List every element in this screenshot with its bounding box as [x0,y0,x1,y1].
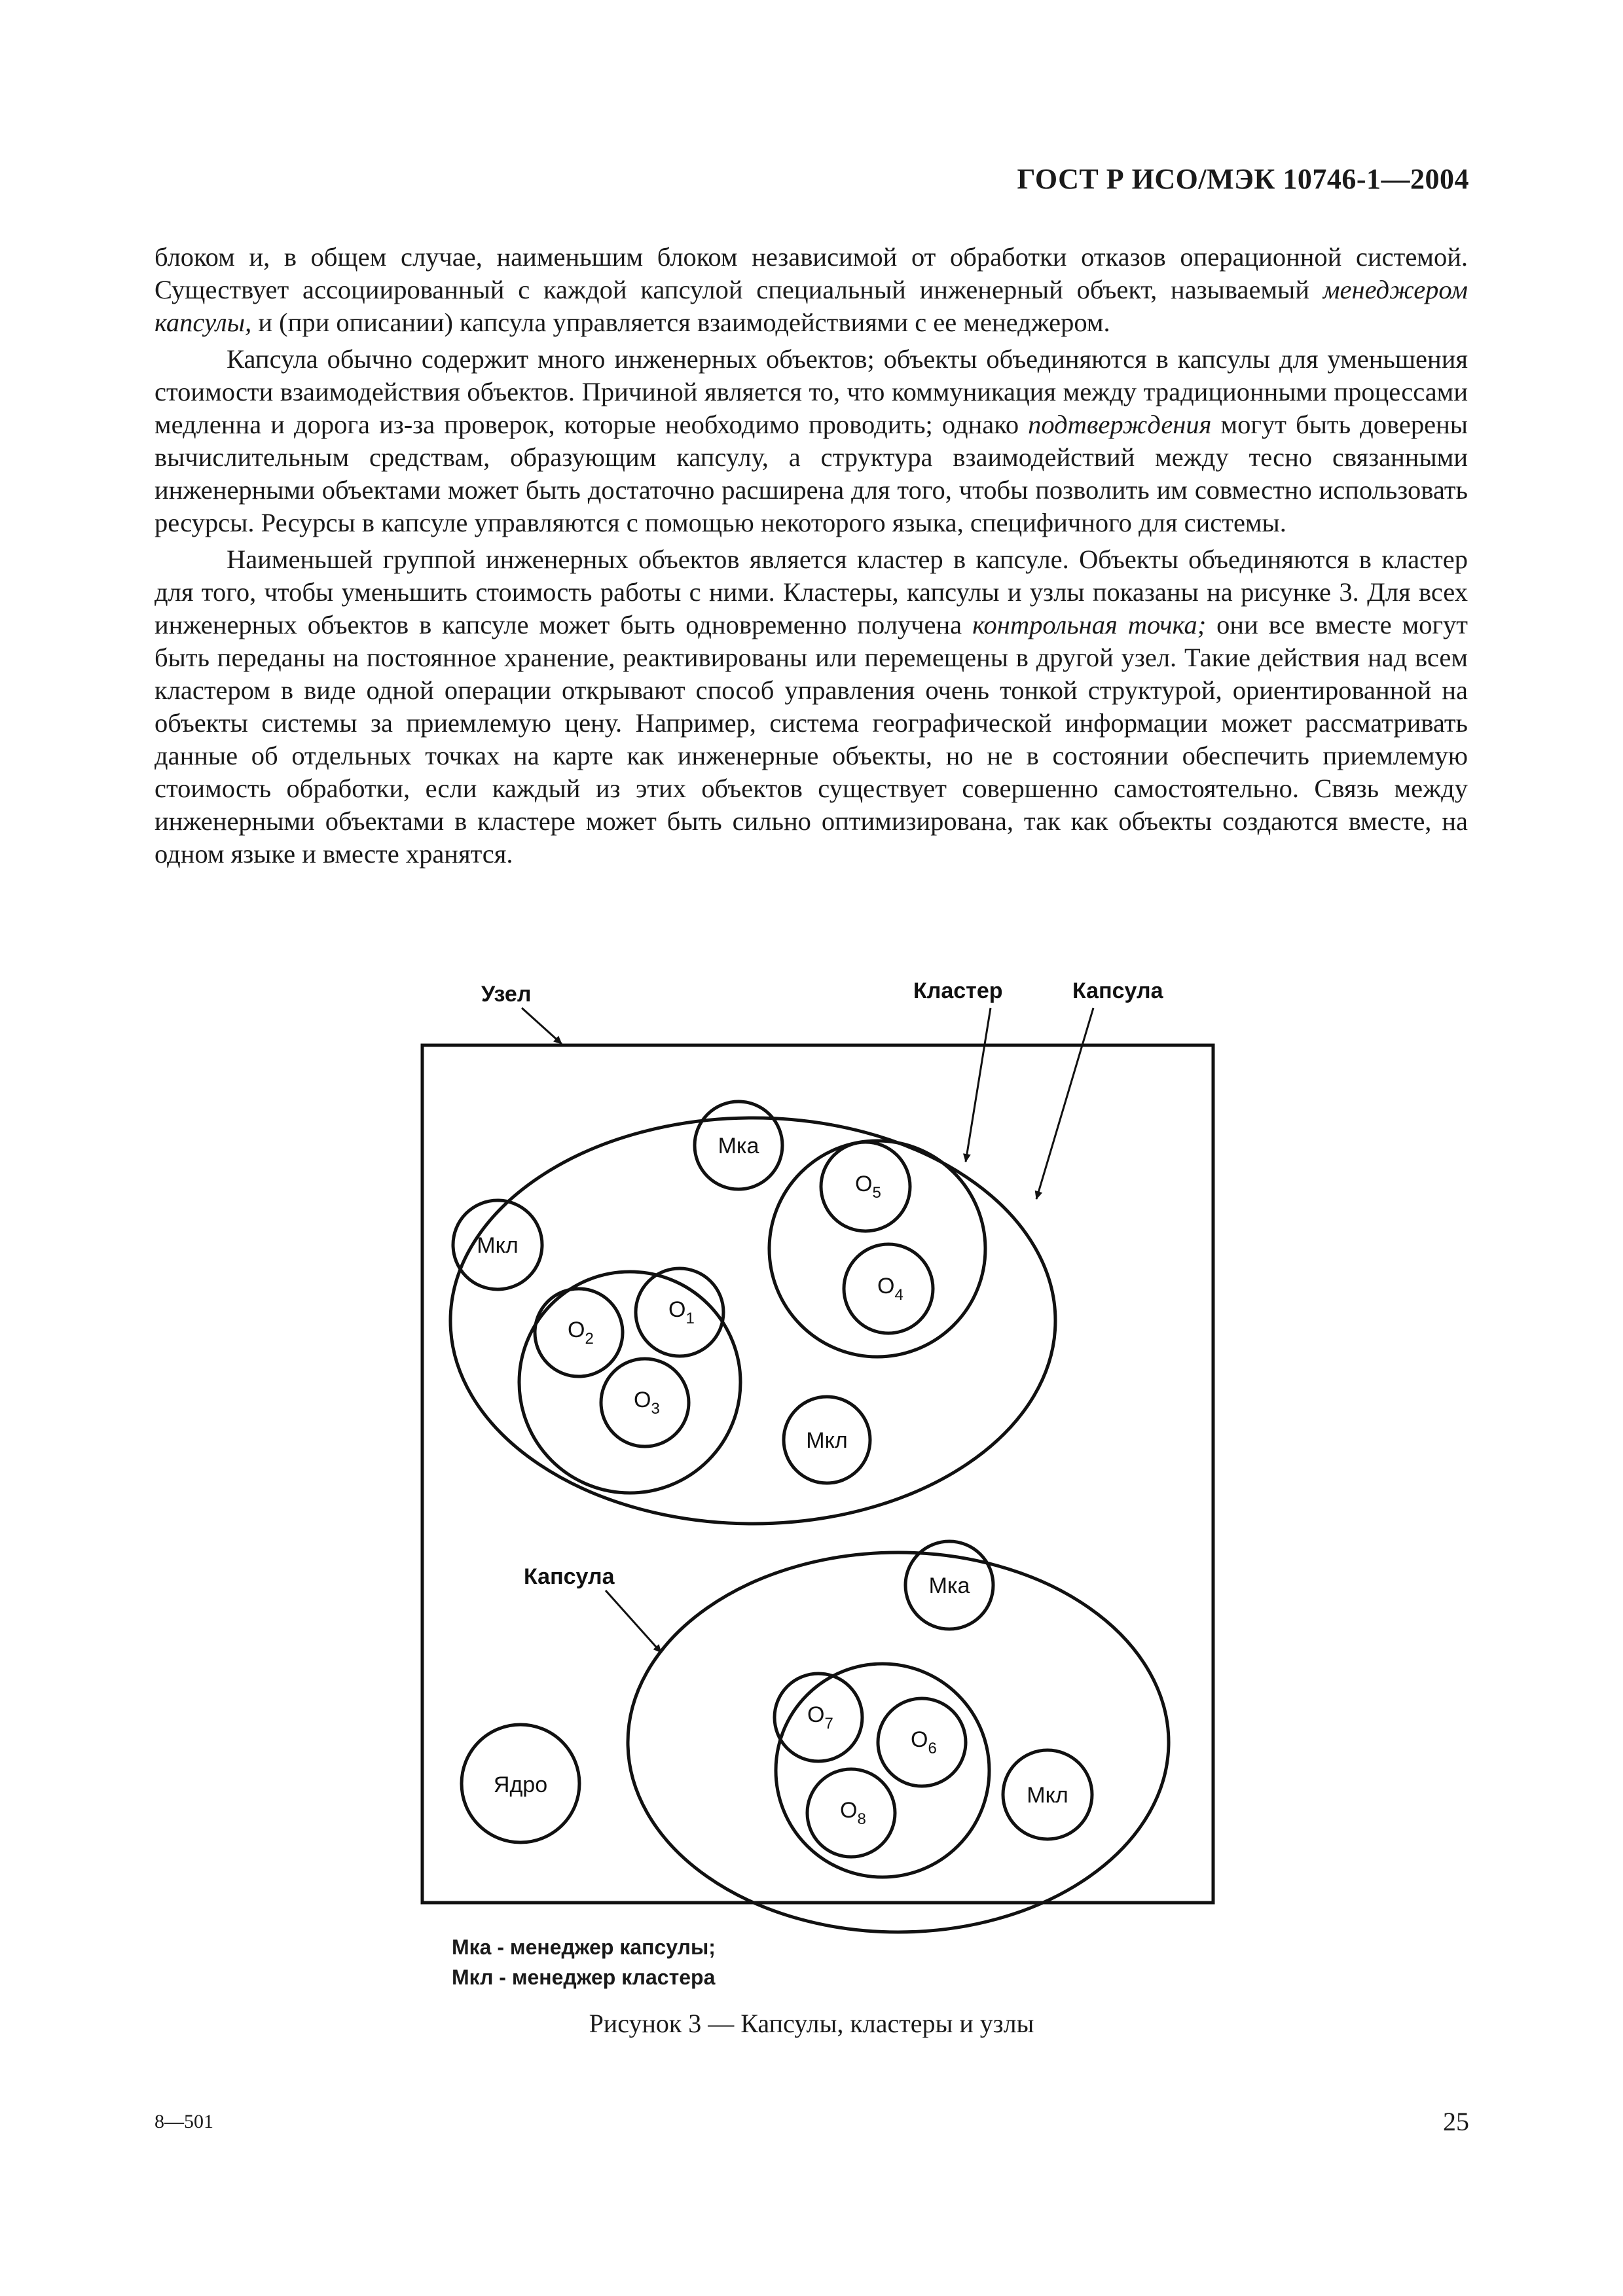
cluster-callout: Кластер [913,978,1003,1003]
paragraph-1: блоком и, в общем случае, наименьшим блоком независимой от обработки отказов операционной системой. Существует ассоциированный с каждой капсулой специальный инженерный объект, называемый менеджером капсулы, и (при описании) капсула управляется взаимодействиями с ее менеджером. [155,242,1468,337]
mka-label-2: Мка [928,1573,970,1598]
cluster-top-right [769,1141,985,1357]
mkl-label-2: Мкл [806,1428,848,1453]
core-label: Ядро [493,1772,548,1797]
paragraph-2: Капсула обычно содержит много инженерных объектов; объекты объединяются в капсулы для уменьшения стоимости взаимодействия объектов. Причиной является то, что коммуникация между традиционными процессами медленна и дорога из-за проверок, которые необходимо проводить; однако подтверждения могут быть доверены вычислительным средствам, образующим капсулу, а структура взаимодействий между тесно связанными инженерными объектами может быть достаточно расширена для того, чтобы позволить им совместно использовать ресурсы. Ресурсы в капсуле управляются с помощью некоторого языка, специфичного для системы. [155,344,1468,537]
cluster-arrow [966,1008,991,1162]
mka-label-1: Мка [718,1134,759,1158]
cluster-top-left [519,1272,740,1493]
legend-line-2: Мкл - менеджер кластера [452,1965,716,1989]
capsule-callout-top: Капсула [1072,978,1163,1003]
capsule-bottom-arrow [606,1590,661,1653]
o8-label: $O_8$ [840,1798,866,1828]
o7-label: $O_7$ [807,1702,833,1732]
figure-legend [452,1932,716,1992]
page-number: 25 [1443,2107,1469,2136]
o1-label: $O_1$ [668,1297,695,1327]
capsule-top [450,1118,1055,1524]
node-callout: Узел [481,982,532,1007]
o3-label: $O_3$ [634,1388,660,1418]
capsule-top-arrow [1036,1008,1093,1199]
mkl-label-3: Мкл [1027,1783,1068,1808]
footer-code: 8—501 [155,2111,213,2132]
figure-caption: Рисунок 3 — Капсулы, кластеры и узлы [589,2009,1034,2038]
paragraph-3: Наименьшей группой инженерных объектов является кластер в капсуле. Объекты объединяются в кластер для того, чтобы уменьшить стоимость работы с ними. Кластеры, капсулы и узлы показаны на рисунке 3. Для всех инженерных объектов в капсуле может быть одновременно получена контрольная точка; они все вместе могут быть переданы на постоянное хранение, реактивированы или перемещены в другой узел. Такие действия над всем кластером в виде одной операции открывают способ управления очень тонкой структурой, ориентированной на объекты системы за приемлемую цену. Например, система географической информации может рассматривать данные об отдельных точках на карте как инженерные объекты, но не в состоянии обеспечить приемлемую стоимость обработки, если каждый из этих объектов существует совершенно самостоятельно. Связь между инженерными объектами в кластере может быть сильно оптимизирована, так как объекты создаются вместе, на одном языке и вместе хранятся. [155,545,1468,869]
o2-label: $O_2$ [568,1318,594,1348]
o5-label: $O_5$ [855,1172,881,1202]
node-arrow [522,1008,562,1044]
o6-label: $O_6$ [911,1727,937,1757]
o4-label: $O_4$ [877,1274,903,1304]
legend-line-1: Мка - менеджер капсулы; [452,1935,716,1959]
mkl-label-1: Мкл [477,1233,519,1258]
document-header: ГОСТ Р ИСО/МЭК 10746-1—2004 [1017,163,1469,195]
capsule-callout-bottom: Капсула [524,1564,615,1589]
